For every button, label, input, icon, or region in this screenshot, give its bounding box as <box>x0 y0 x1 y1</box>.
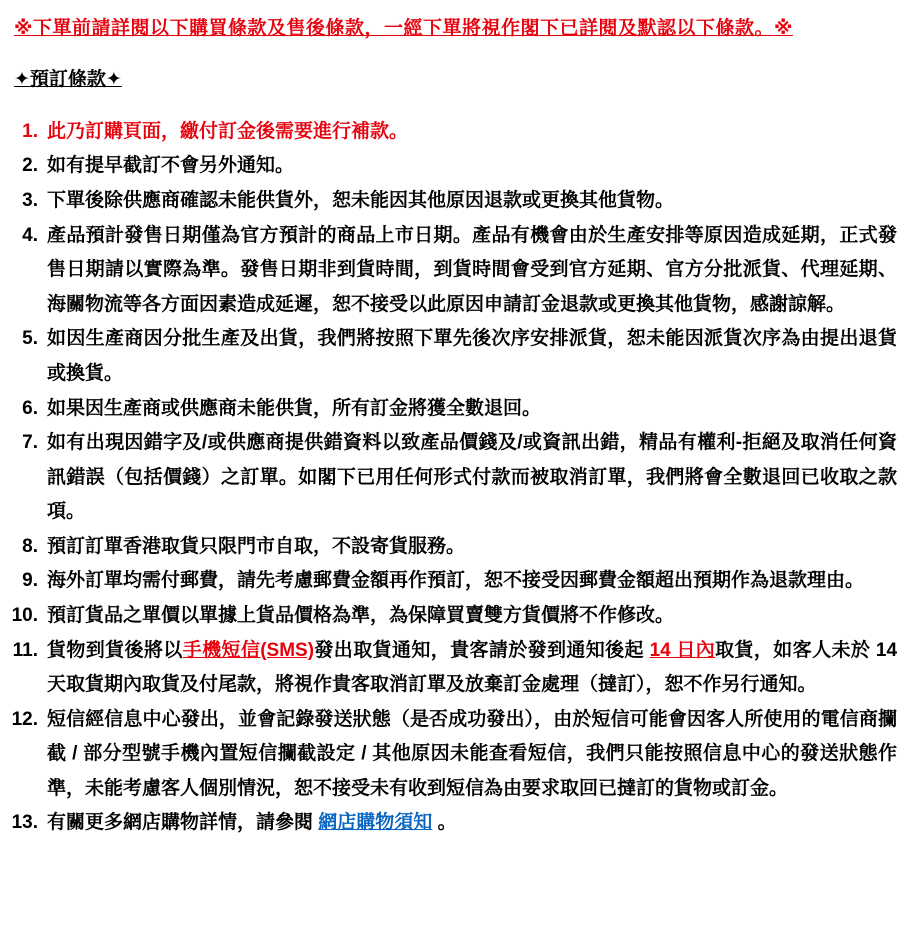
term-item-7 <box>10 426 897 530</box>
term-segment: 此乃訂購頁面，繳付訂金後需要進行補款。 <box>47 120 409 142</box>
term-segment: 產品預計發售日期僅為官方預計的商品上市日期。產品有機會由於生產安排等原因造成延期，正式發售日期請以實際為準。發售日期非到貨時間，到貨時間會受到官方延期、官方分批派貨、代理延期、海關物流等各方面因素造成延遲，恕不接受以此原因申請訂金退款或更換其他貨物，感謝諒解。 <box>47 224 897 315</box>
term-number: 8. <box>22 535 38 557</box>
14-days-highlight: 14 日內 <box>649 639 716 661</box>
term-segment: 取貨，如客人未於 14 天取貨期內取貨及付尾款，將視作貴客取消訂單及放棄訂金處理（撻訂），恕不作另行通知。 <box>47 639 898 696</box>
section-heading: ✦預訂條款✦ <box>14 69 122 91</box>
term-item-12 <box>10 703 897 807</box>
store-shopping-guide-link[interactable]: 網店購物須知 <box>318 812 433 834</box>
term-item-5 <box>10 322 897 391</box>
term-number: 1. <box>22 120 38 142</box>
term-text <box>47 564 897 599</box>
term-segment: 如有出現因錯字及/或供應商提供錯資料以致產品價錢及/或資訊出錯，精品有權利-拒絕及取消任何資訊錯誤（包括價錢）之訂單。如閣下已用任何形式付款而被取消訂單，我們將會全數退回已收取之款項。 <box>47 432 897 523</box>
term-text <box>47 115 897 150</box>
term-segment: 如因生產商因分批生產及出貨，我們將按照下單先後次序安排派貨，恕未能因派貨次序為由提出退貨或換貨。 <box>47 328 897 384</box>
term-number: 6. <box>22 397 38 419</box>
term-number: 7. <box>22 432 38 454</box>
term-segment: 發出取貨通知，貴客請於發到通知後起 <box>314 639 650 661</box>
term-text <box>47 322 897 391</box>
terms-list <box>10 115 897 841</box>
term-number: 10. <box>11 604 38 626</box>
term-text <box>47 634 897 703</box>
term-segment: 如有提早截訂不會另外通知。 <box>47 155 295 177</box>
term-text <box>47 219 897 323</box>
term-segment: 如果因生產商或供應商未能供貨，所有訂金將獲全數退回。 <box>47 397 542 419</box>
term-segment: 。 <box>432 812 457 834</box>
term-item-3 <box>10 184 897 219</box>
term-number: 3. <box>22 190 38 212</box>
term-item-11 <box>10 634 897 703</box>
terms-document <box>10 14 897 841</box>
term-item-4 <box>10 219 897 323</box>
term-item-2 <box>10 149 897 184</box>
term-segment: 有關更多網店購物詳情，請參閱 <box>47 812 319 834</box>
page-title: ※下單前請詳閱以下購買條款及售後條款，一經下單將視作閣下已詳閱及默認以下條款。※ <box>14 18 793 39</box>
term-item-10 <box>10 599 897 634</box>
term-item-6 <box>10 392 897 427</box>
term-segment: 海外訂單均需付郵費，請先考慮郵費金額再作預訂，恕不接受因郵費金額超出預期作為退款理由。 <box>47 570 865 592</box>
term-item-1 <box>10 115 897 150</box>
term-item-9 <box>10 564 897 599</box>
sms-highlight: 手機短信(SMS) <box>182 639 315 661</box>
term-number: 11. <box>12 639 38 661</box>
term-number: 13. <box>11 812 38 834</box>
term-text <box>47 426 897 530</box>
term-text <box>47 703 897 807</box>
term-segment: 短信經信息中心發出，並會記錄發送狀態（是否成功發出），由於短信可能會因客人所使用的電信商攔截 / 部分型號手機內置短信攔截設定 / 其他原因未能查看短信，我們只能按照信息中心的發送狀態作準，未能考慮客人個別情況，恕不接受未有收到短信為由要求取回已撻訂的貨物或訂金。 <box>47 708 897 799</box>
term-segment: 預訂貨品之單價以單據上貨品價格為準，為保障買賣雙方貨價將不作修改。 <box>47 604 675 626</box>
term-segment: 下單後除供應商確認未能供貨外，恕未能因其他原因退款或更換其他貨物。 <box>47 190 675 212</box>
term-number: 9. <box>22 570 38 592</box>
term-item-13 <box>10 806 897 841</box>
term-number: 2. <box>22 155 38 177</box>
term-segment: 貨物到貨後將以 <box>47 639 183 661</box>
term-segment: 預訂訂單香港取貨只限門市自取，不設寄貨服務。 <box>47 535 466 557</box>
term-text <box>47 530 897 565</box>
term-text <box>47 184 897 219</box>
term-text <box>47 392 897 427</box>
term-number: 12. <box>11 708 38 730</box>
term-number: 4. <box>22 224 38 246</box>
term-text <box>47 599 897 634</box>
term-item-8 <box>10 530 897 565</box>
term-text <box>47 149 897 184</box>
term-text <box>47 806 897 841</box>
term-number: 5. <box>22 328 38 350</box>
